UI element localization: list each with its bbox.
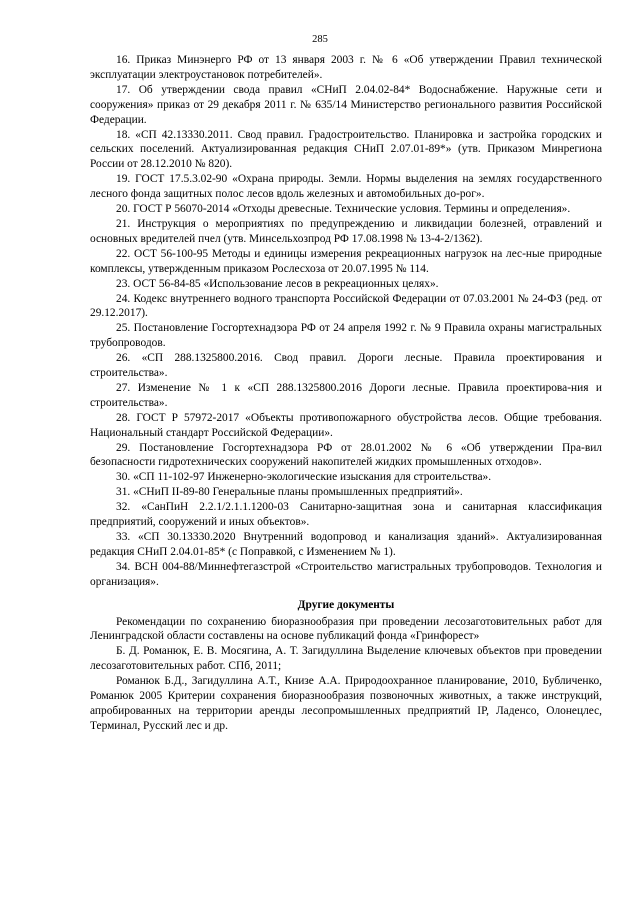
reference-item-29: 29. Постановление Госгортехнадзора РФ от 28.01.2002 № 6 «Об утверждении Пра-вил безопасности гидротехнических сооружений накопителей жидких промышленных отходов».: [90, 441, 602, 469]
other-document-item: Б. Д. Романюк, Е. В. Мосягина, А. Т. Загидуллина Выделение ключевых объектов при проведении лесозаготовительных работ. СПб, 2011;: [90, 645, 602, 673]
reference-item-20: 20. ГОСТ Р 56070-2014 «Отходы древесные. Технические условия. Термины и определения».: [116, 203, 571, 216]
reference-item-22: 22. ОСТ 56-100-95 Методы и единицы измерения рекреационных нагрузок на лес-ные природные комплексы, утвержденным приказом Рослесхоза от 20.07.1995 № 114.: [90, 247, 602, 275]
reference-item-17: 17. Об утверждении свода правил «СНиП 2.04.02-84* Водоснабжение. Наружные сети и сооружения» приказ от 29 декабря 2011 г. № 635/14 Министерство регионального развития Российской Федерации.: [90, 83, 602, 126]
reference-item-31: 31. «СНиП II-89-80 Генеральные планы промышленных предприятий».: [116, 486, 463, 499]
reference-item-33: 33. «СП 30.13330.2020 Внутренний водопровод и канализация зданий». Актуализированная редакция СНиП 2.04.01-85* (с Поправкой, с Изменением № 1).: [90, 531, 602, 558]
reference-item-24: 24. Кодекс внутреннего водного транспорта Российской Федерации от 07.03.2001 № 24-ФЗ (ред. от 29.12.2017).: [90, 292, 602, 320]
reference-item-18: 18. «СП 42.13330.2011. Свод правил. Градостроительство. Планировка и застройка городских и сельских поселений. Актуализированная редакция СНиП 2.07.01-89*» (утв. Приказом Минрегиона России от 28.12.2010 № 820).: [90, 128, 602, 171]
document-body: [90, 53, 602, 734]
references-list: [90, 53, 602, 590]
page-number: 285: [312, 34, 328, 45]
reference-item-16: 16. Приказ Минэнерго РФ от 13 января 2003 г. № 6 «Об утверждении Правил технической эксплуатации электроустановок потребителей».: [90, 54, 602, 81]
reference-item-23: 23. ОСТ 56-84-85 «Использование лесов в рекреационных целях».: [116, 277, 439, 290]
reference-item-26: 26. «СП 288.1325800.2016. Свод правил. Дороги лесные. Правила проектирования и строительства».: [90, 352, 602, 380]
reference-item-19: 19. ГОСТ 17.5.3.02-90 «Охрана природы. Земли. Нормы выделения на землях государственного лесного фонда защитных полос лесов вдоль железных и автомобильных до-рог».: [90, 173, 602, 201]
reference-item-34: 34. ВСН 004-88/Миннефтегазстрой «Строительство магистральных трубопроводов. Технология и организация».: [90, 560, 602, 588]
reference-item-25: 25. Постановление Госгортехнадзора РФ от 24 апреля 1992 г. № 9 Правила охраны магистральных трубопроводов.: [90, 322, 602, 350]
other-documents-list: [90, 615, 602, 734]
reference-item-21: 21. Инструкция о мероприятиях по предупреждению и ликвидации болезней, отравлений и основных вредителей пчел (утв. Минсельхозпрод РФ 17.08.1998 № 13-4-2/1362).: [90, 217, 602, 245]
reference-item-28: 28. ГОСТ Р 57972-2017 «Объекты противопожарного обустройства лесов. Общие требования. Национальный стандарт Российской Федерации».: [90, 411, 602, 439]
other-document-item: Романюк Б.Д., Загидуллина А.Т., Книзе А.А. Природоохранное планирование, 2010, Бубличенко, Романюк 2005 Критерии сохранения биоразнообразия позвоночных животных, а также инструкций, апробированных на территории аренды лесопромышленных предприятий IP, Ладенсо, Олонецлес, Терминал, Русский лес и др.: [90, 675, 602, 732]
other-document-item: Рекомендации по сохранению биоразнообразия при проведении лесозаготовительных работ для Ленинградской области составлены на основе публикаций фонда «Гринфорест»: [90, 615, 602, 643]
reference-item-32: 32. «СанПиН 2.2.1/2.1.1.1200-03 Санитарно-защитная зона и санитарная классификация предприятий, сооружений и иных объектов».: [90, 501, 602, 529]
reference-item-30: 30. «СП 11-102-97 Инженерно-экологические изыскания для строительства».: [116, 471, 492, 484]
reference-item-27: 27. Изменение № 1 к «СП 288.1325800.2016 Дороги лесные. Правила проектирова-ния и строительства».: [90, 381, 602, 409]
other-documents-heading: Другие документы: [297, 598, 395, 611]
